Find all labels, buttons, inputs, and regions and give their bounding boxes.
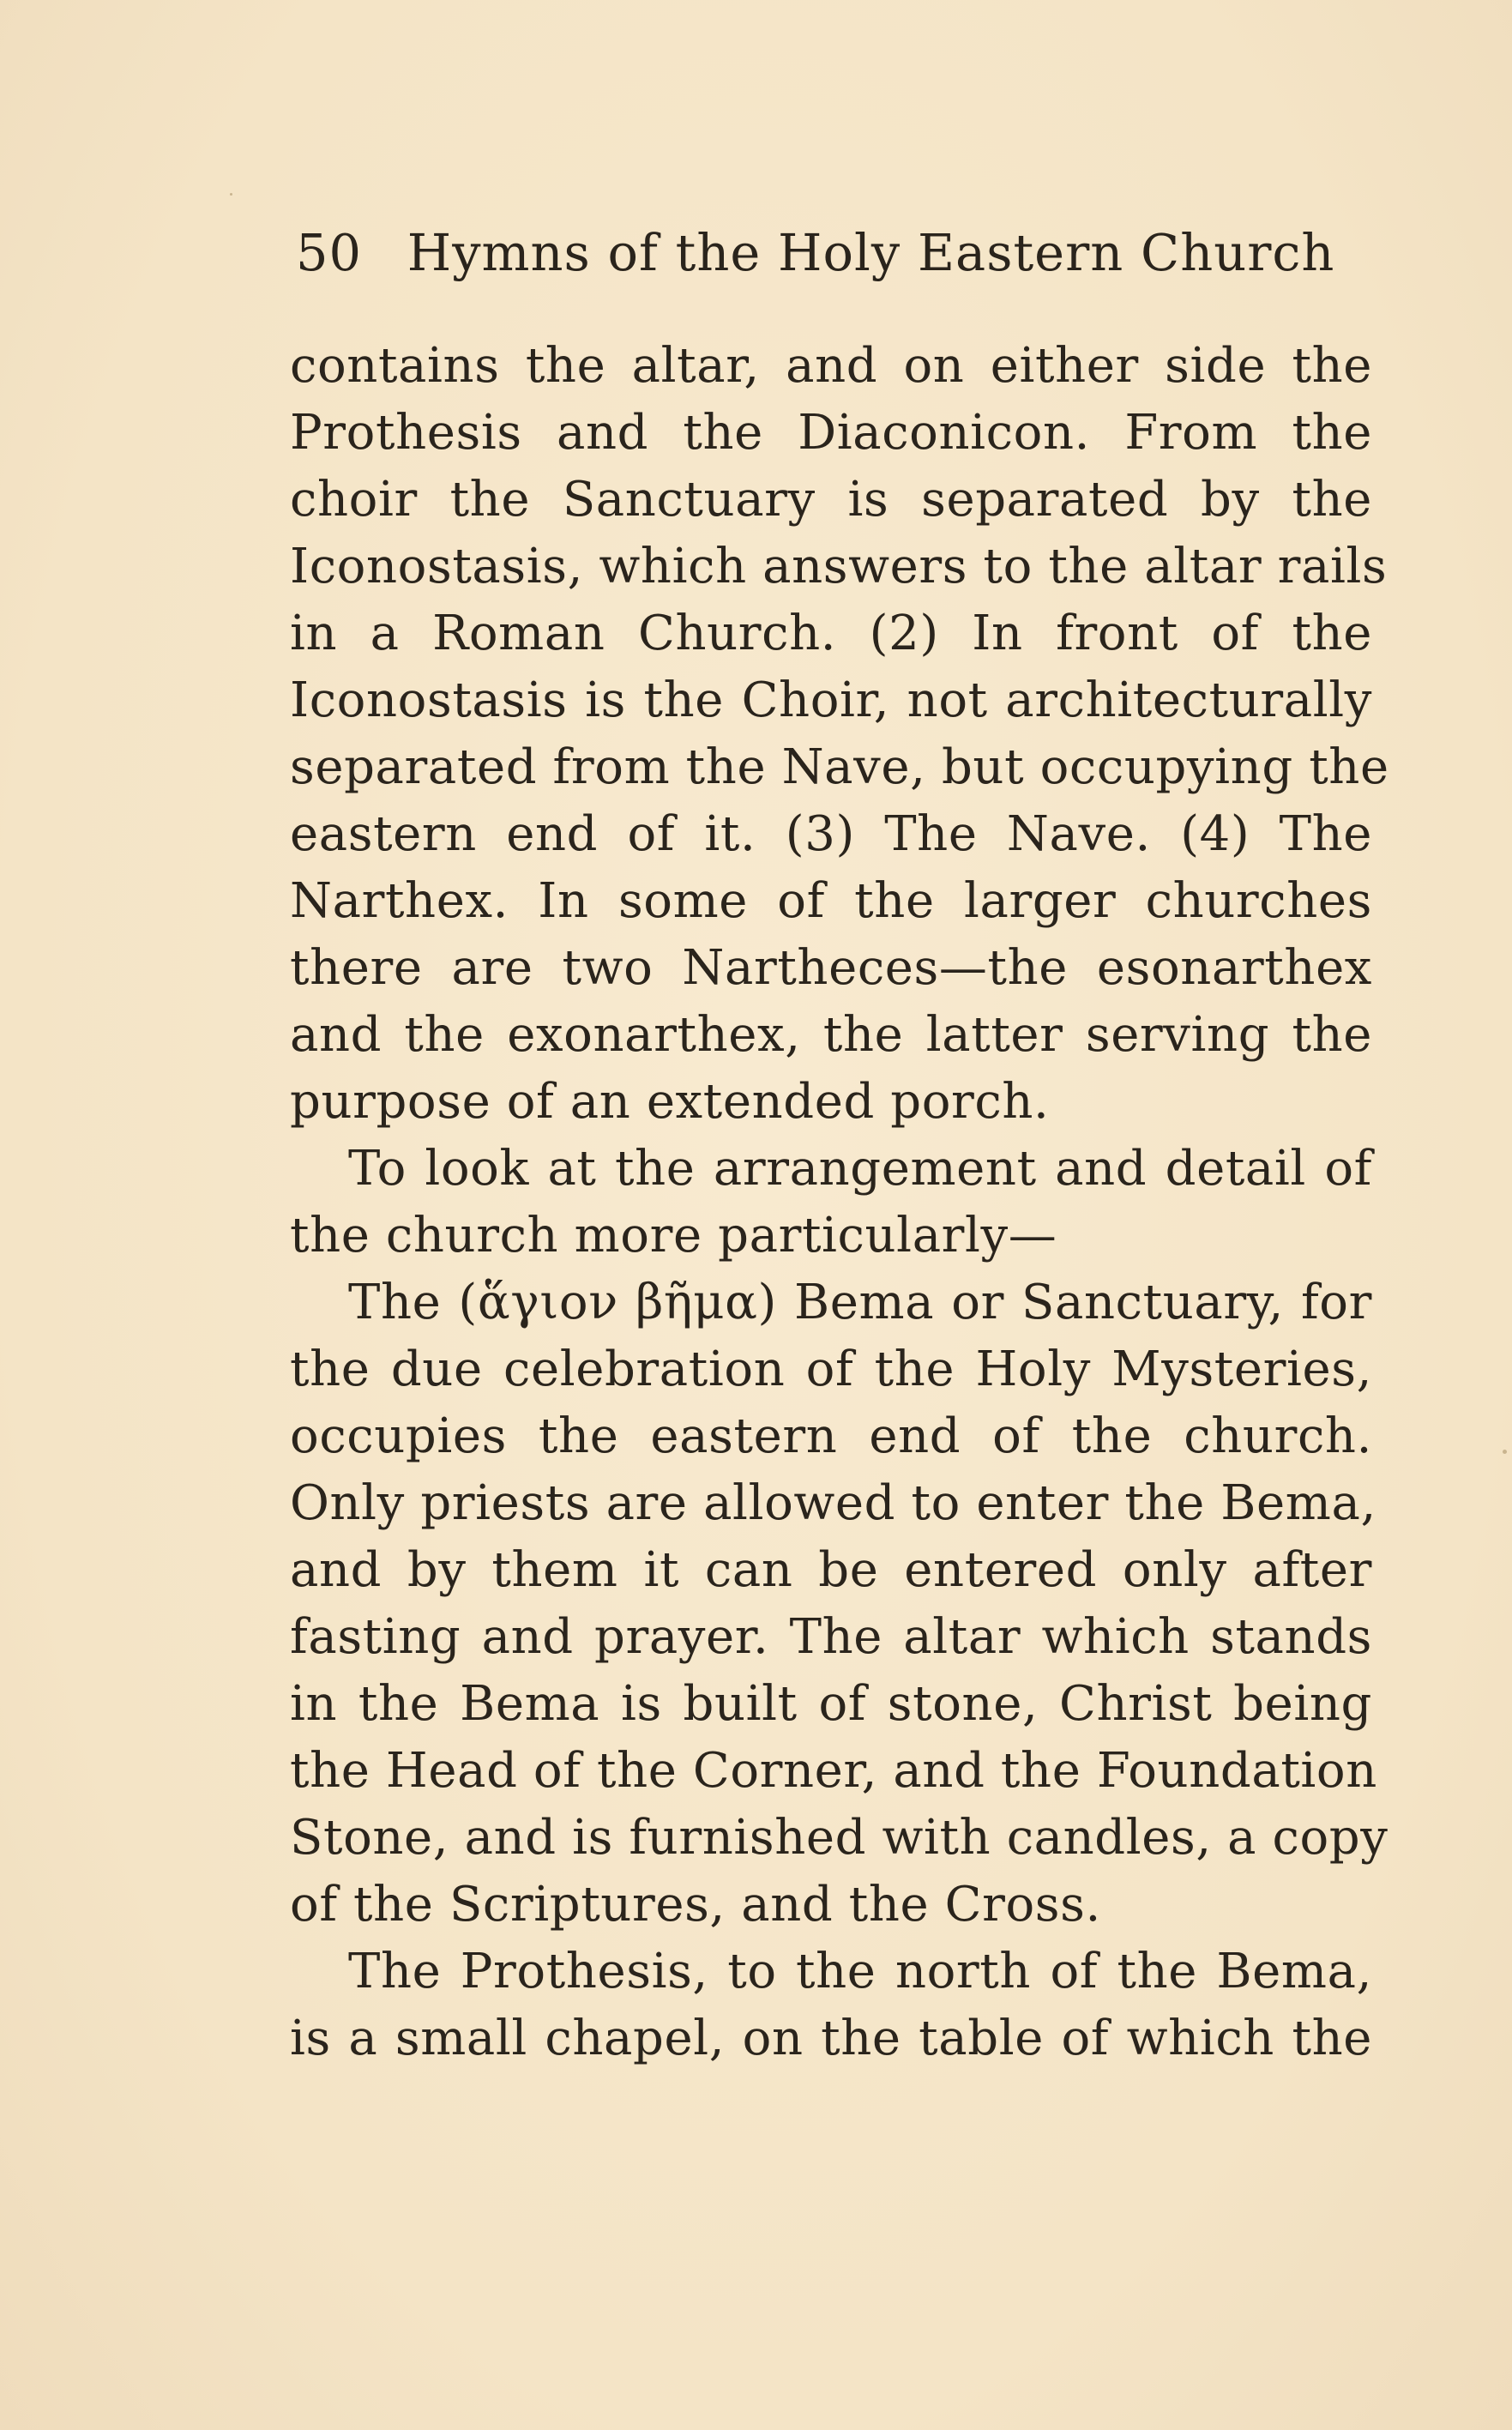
page-number: 50: [296, 223, 363, 282]
text-line: Prothesis and the Diaconicon. From the: [290, 405, 1372, 461]
text-line: the Head of the Corner, and the Foundation: [290, 1743, 1377, 1799]
text-line: in a Roman Church. (2) In front of the: [290, 606, 1372, 661]
paper-speck: [1503, 1450, 1507, 1454]
text-line: Iconostasis, which answers to the altar rails: [290, 539, 1388, 594]
running-title: Hymns of the Holy Eastern Church: [407, 223, 1335, 282]
text-line: fasting and prayer. The altar which stands: [290, 1609, 1372, 1665]
text-line: separated from the Nave, but occupying the: [290, 739, 1389, 795]
text-line: and the exonarthex, the latter serving the: [290, 1007, 1372, 1063]
text-line: Only priests are allowed to enter the Bema,: [290, 1475, 1376, 1531]
paper-speck: [230, 193, 232, 196]
text-line: there are two Nartheces—the esonarthex: [290, 940, 1372, 996]
page-header: [296, 219, 1335, 287]
text-line: Iconostasis is the Choir, not architecturally: [290, 672, 1372, 728]
paragraph-start-line: The (ἅγιον βῆμα) Bema or Sanctuary, for: [348, 1275, 1372, 1330]
paragraph-start-line: The Prothesis, to the north of the Bema,: [348, 1944, 1372, 1999]
text-line: eastern end of it. (3) The Nave. (4) The: [290, 806, 1372, 862]
text-line: choir the Sanctuary is separated by the: [290, 472, 1372, 528]
text-line: and by them it can be entered only after: [290, 1542, 1372, 1598]
text-line: occupies the eastern end of the church.: [290, 1408, 1372, 1464]
body-text: [290, 333, 1389, 2072]
paragraph-start-line: To look at the arrangement and detail of: [348, 1141, 1372, 1197]
text-line: is a small chapel, on the table of which the: [290, 2011, 1372, 2066]
text-line: Stone, and is furnished with candles, a copy: [290, 1810, 1389, 1866]
text-line: purpose of an extended porch.: [290, 1074, 1050, 1130]
text-line: of the Scriptures, and the Cross.: [290, 1877, 1101, 1933]
text-line: the due celebration of the Holy Mysteries,: [290, 1342, 1372, 1397]
text-line: Narthex. In some of the larger churches: [290, 873, 1372, 929]
text-line: in the Bema is built of stone, Christ being: [290, 1676, 1372, 1732]
text-line: contains the altar, and on either side the: [290, 338, 1372, 394]
text-line: the church more particularly—: [290, 1208, 1057, 1263]
